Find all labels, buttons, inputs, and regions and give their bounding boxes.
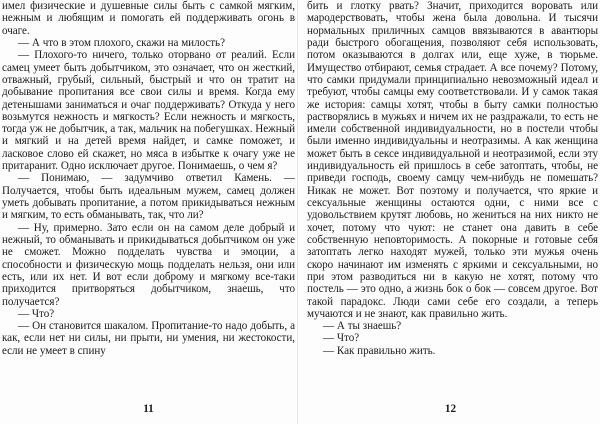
paragraph: бить и глотку рвать? Значит, приходится воровать или мародерствовать, чтобы жена была довольна. И тысячи нормальных приличных самцов ввязываются в авантюры ради быстрого обогащения, позволяют себя использовать, потом оказываются в долгах или, еще хуже, в тюрьме. Имущество отбирают, семья страдает. А все почему? Потому, что самки придумали принципиально невозможный идеал и требуют, чтобы самцы ему соответствовали. И у самок такая же история: самцы хотят, чтобы в быту самки полностью растворялись в мужьях и ничем их не раздражали, то есть не имели собственной индивидуальности, но в постели чтобы были именно индивидуальны и неотразимы. А как женщина может быть в сексе индивидуальной и неотразимой, если эту индивидуальность ей пришлось в себе затоптать, чтобы, не приведи господь, своему самцу чем-нибудь не помешать? Никак не может. Вот поэтому и получается, что яркие и сексуальные женщины остаются одни, с ними все с удовольствием крутят любовь, но жениться на них никто не хочет, потому что чуют: не станет она давить в себе собственную неповторимость. А покорные и готовые себя затоптать легко находят мужей, только эти мужья очень скоро начинают им изменять с яркими и сексуальными, но при этом разводиться ни в какую не хотят, потому что постель — это одно, а жизнь бок о бок — совсем другое. Вот такой парадокс. Люди сами себе его создали, а теперь мучаются и не знают, как правильно жить.	[307, 0, 598, 320]
paragraph: — Ну, примерно. Зато если он на самом деле добрый и нежный, то обманывать и прикидываться добытчиком он уже не сможет. Можно подделать чувства и эмоции, а способности и физическую мощь подделать нельзя, они или есть, или их нет. И вот если доброму и мягкому все-таки приходится притворяться добытчиком, знаешь, что получается?	[2, 221, 295, 308]
paragraph: — Он становится шакалом. Пропитание-то надо добыть, а как, если нет ни силы, ни прыти, ни умения, ни жестокости, если не умеет в спину	[2, 320, 295, 357]
left-page-text-block	[2, 0, 295, 403]
right-page	[297, 0, 600, 424]
paragraph: — Что?	[18, 307, 55, 320]
paragraph: — Понимаю, — задумчиво ответил Камень. — Получается, чтобы быть идеальным мужем, самец должен уметь добывать пропитание, а потом прикидываться нежным и мягким, то есть обманывать, так, что ли?	[2, 172, 295, 222]
paragraph: — Что?	[323, 332, 360, 345]
paragraph: — Плохого-то ничего, только оторвано от реалий. Если самец умеет быть добытчиком, это означает, что он жесткий, отважный, грубый, сильный, быстрый и что он тратит на добывание пропитания все свои силы и время. Когда ему детенышами заниматься и очаг поддерживать? Откуда у него возьмутся нежность и мягкость? Если нежность и мягкость, тогда уж не добытчик, а так, мальчик на побегушках. Нежный и мягкий и на детей время найдет, и самке поможет, и ласковое слово ей скажет, но мяса в избытке к очагу уже не притаранит. Одно исключает другое. Понимаешь, о чем я?	[2, 49, 295, 173]
paragraph: — Как правильно жить.	[323, 344, 436, 357]
paragraph: имел физические и душевные силы быть с самкой мягким, нежным и любящим и помогать ей поддерживать огонь в очаге.	[2, 0, 295, 37]
left-page	[0, 0, 297, 424]
paragraph: — А что в этом плохого, скажи на милость?	[18, 36, 225, 49]
right-page-text-block	[307, 0, 598, 403]
page-number: 11	[143, 403, 154, 415]
page-number: 12	[444, 403, 457, 415]
paragraph: — А ты знаешь?	[323, 320, 402, 333]
